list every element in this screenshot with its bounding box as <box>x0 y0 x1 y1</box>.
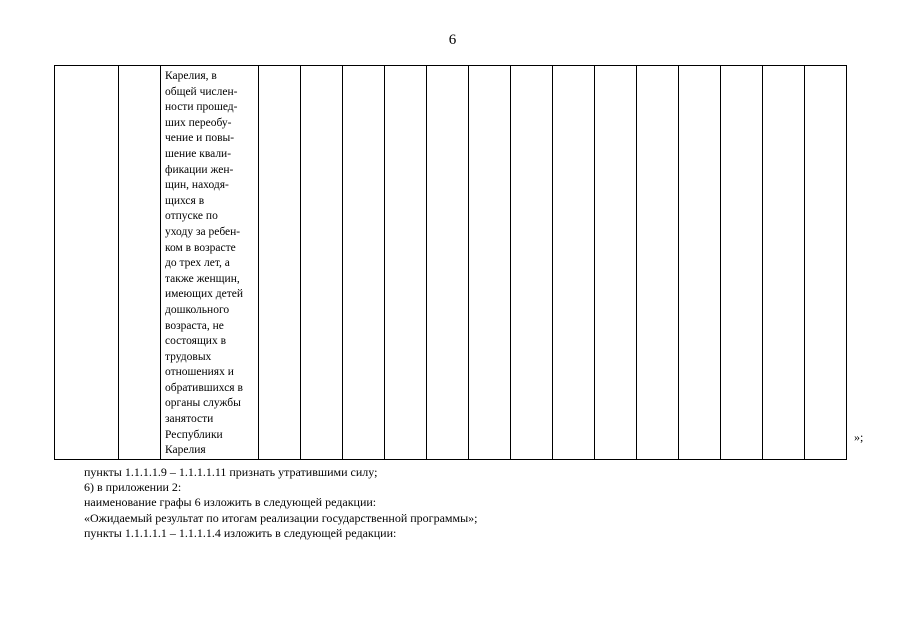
cell-text-line: Карелия, в <box>165 70 217 82</box>
cell-text-line: до трех лет, а <box>165 257 230 270</box>
table-cell-empty <box>721 66 763 460</box>
table-cell-empty <box>259 66 301 460</box>
cell-text-line: шение квали- <box>165 147 232 160</box>
table-cell-empty <box>637 66 679 460</box>
cell-text-line: органы службы <box>165 397 241 410</box>
table-cell-empty <box>595 66 637 460</box>
cell-text-line: возраста, не <box>165 319 224 332</box>
cell-text-line: занятости <box>165 413 214 426</box>
cell-text-line: Республики <box>165 428 223 441</box>
table-cell-empty <box>805 66 847 460</box>
paragraph-line: пункты 1.1.1.1.1 – 1.1.1.1.4 изложить в следующей редакции: <box>84 525 397 540</box>
table-cell-empty <box>55 66 119 460</box>
cell-text-line: отношениях и <box>165 366 234 379</box>
table-cell-empty <box>553 66 595 460</box>
table-cell-empty <box>763 66 805 460</box>
cell-text-line: щихся в <box>165 194 205 207</box>
cell-text-line: фикации жен- <box>165 163 234 176</box>
paragraph-line: «Ожидаемый результат по итогам реализации государственной программы»; <box>84 510 478 525</box>
cell-text-line: состоящих в <box>165 335 227 348</box>
closing-quote-mark: »; <box>854 430 864 444</box>
table-cell-empty <box>385 66 427 460</box>
table-cell-empty <box>511 66 553 460</box>
cell-text-line: имеющих детей <box>165 288 244 301</box>
cell-text-line: ком в возрасте <box>165 241 236 254</box>
table-cell-empty <box>301 66 343 460</box>
indicator-description-cell <box>161 66 259 460</box>
document-paragraphs <box>84 465 478 541</box>
cell-text-line: также женщин, <box>165 272 240 285</box>
cell-text-line: чение и повы- <box>165 132 235 145</box>
paragraph-line: 6) в приложении 2: <box>84 480 182 495</box>
cell-text-line: отпуске по <box>165 210 218 223</box>
page-number: 6 <box>448 32 457 48</box>
table-cell-empty <box>469 66 511 460</box>
cell-text-line: щин, находя- <box>165 179 229 192</box>
cell-text-line: дошкольного <box>165 303 230 316</box>
cell-text-line: уходу за ребен- <box>165 225 241 238</box>
table-cell-empty <box>679 66 721 460</box>
table-cell-empty <box>343 66 385 460</box>
paragraph-line: пункты 1.1.1.1.9 – 1.1.1.1.11 признать утратившими силу; <box>84 465 378 479</box>
indicator-table <box>54 65 847 460</box>
cell-text-line: трудовых <box>165 350 212 363</box>
table-row <box>55 66 847 460</box>
cell-text-line: общей числен- <box>165 85 238 98</box>
cell-text-line: обратившихся в <box>165 381 243 394</box>
cell-text-line: ности прошед- <box>165 101 238 114</box>
cell-text-line: Карелия <box>165 444 206 457</box>
paragraph-line: наименование графы 6 изложить в следующей редакции: <box>84 495 377 510</box>
table-cell-empty <box>427 66 469 460</box>
cell-text-line: ших переобу- <box>165 116 232 129</box>
table-cell-empty <box>119 66 161 460</box>
